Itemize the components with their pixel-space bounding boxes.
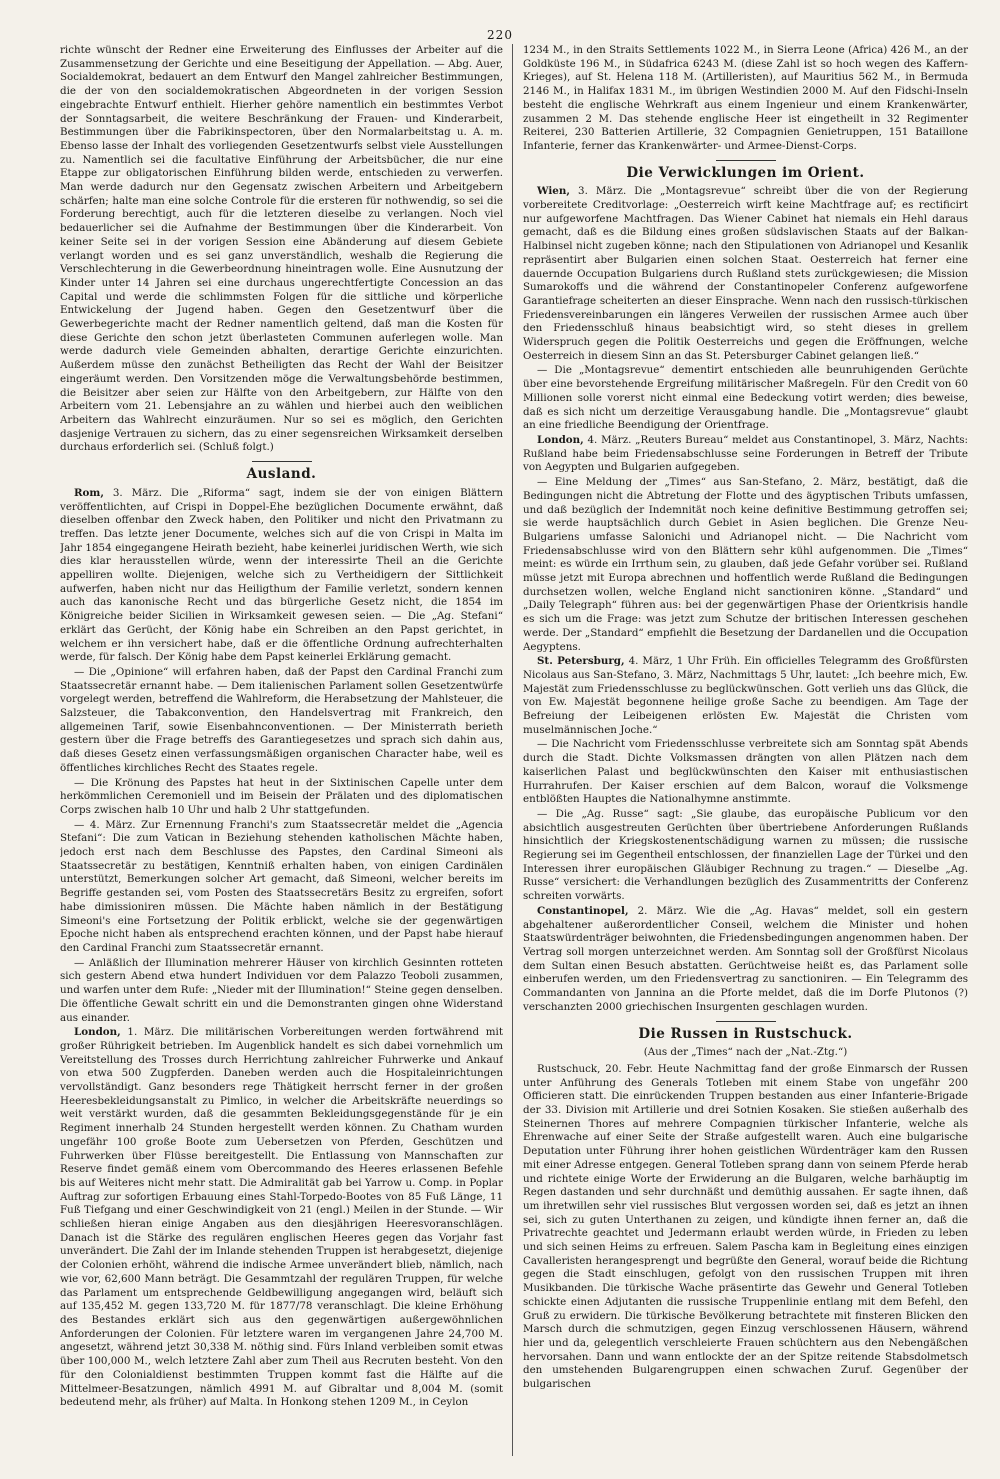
section-divider xyxy=(716,160,776,161)
article-paragraph: richte wünscht der Redner eine Erweiterung des Einflusses der Arbeiter auf die Zusammensetzung der Gerichte und eine Beseitigung der Appellation. — Abg. Auer, Socialdemokrat, bedauert an dem Entwurf den Mangel zahlreicher Bestimmungen, die der von den socialdemokratischen Abgeordneten in der vorigen Session eingebrachte Entwurf enthielt. Hierher gehöre namentlich ein bestimmtes Verbot der Sonntagsarbeit, die weitere Beschränkung der Frauen- und Kinderarbeit, Bestimmungen über die Fabrikinspectoren, über den Normalarbeitstag u. A. m. Ebenso lasse der Inhalt des vorliegenden Gesetzentwurfs selbst viele Ausstellungen zu. Namentlich sei die facultative Einführung der Arbeitsbücher, die nur eine Etappe zur obligatorischen Einführung bilden werde, entschieden zu verwerfen. Man werde dadurch nur den Gegensatz zwischen Arbeitern und Arbeitgebern schärfen; halte man eine solche Controle für die ersteren für nothwendig, so sei die Forderung berechtigt, auch für die letzteren dieselbe zu verlangen. Noch viel bedauerlicher sei die Aufnahme der Bestimmungen über die Kinderarbeit. Von keiner Seite sei in der vorigen Session eine Abänderung auf diesem Gebiete verlangt worden und es sei ganz unverständlich, weshalb die Regierung die Verschlechterung in die Gewerbeordnung hineintragen wolle. Eine Ausnutzung der Kinder unter 14 Jahren sei eine durchaus ungerechtfertigte Concession an das Capital und werde die schlimmsten Folgen für die sittliche und körperliche Entwickelung der Jugend haben. Gegen den Gesetzentwurf über die Gewerbegerichte macht der Redner namentlich geltend, daß man die Kosten für diese Gerichte den schon jetzt überlasteten Communen auferlegen wolle. Man werde dadurch viele Gemeinden abhalten, derartige Gerichte einzurichten. Außerdem müsse den zunächst Betheiligten das Recht der Wahl der Beisitzer eingeräumt werden. Den Vorsitzenden möge die Verwaltungsbehörde bestimmen, die Beisitzer aber seien zur Hälfte von den Arbeitgebern, zur Hälfte von den Arbeitern vom 21. Lebensjahre an zu wählen und hierbei auch den weiblichen Arbeitern das Wahlrecht einzuräumen. Nur so sei es möglich, den Gerichten dasjenige Vertrauen zu sichern, das zu einer segensreichen Wirksamkeit derselben durchaus erforderlich sei. (Schluß folgt.) xyxy=(60,44,503,454)
article-paragraph xyxy=(60,1026,503,1410)
article-paragraph xyxy=(523,185,968,363)
dateline: Rom, xyxy=(74,486,104,499)
paragraph-text: 3. März. Die „Montagsrevue“ schreibt über die von der Regierung vorbereitete Creditvorlage: „Oesterreich wirft keine Machtfrage auf; es rectificirt nur aufgeworfene Machtfragen. Das Wiener Cabinet hat niemals ein Hehl daraus gemacht, daß es die Bildung eines großen südslavischen Staats auf der Balkan-Halbinsel nicht zugeben könne; nach den Stipulationen von Adrianopel und Kesanlik repräsentirt aber Bulgarien einen solchen Staat. Oesterreich hat ferner eine dauernde Occupation Bulgariens durch Rußland stets zurückgewiesen; die Mission Sumarokoffs und die während der Constantinopeler Conferenz aufgeworfene Garantiefrage scheiterten an dieser Einsprache. Wenn nach den russisch-türkischen Friedensvereinbarungen ein längeres Verweilen der russischen Armee auch über den Friedensschluß hinaus beabsichtigt wird, so steht dieses in grellem Widerspruch gegen die Politik Oesterreichs und gegen die Eröffnungen, welche Oesterreich in diesem Sinn an das St. Petersburger Cabinet gelangen ließ.“ xyxy=(523,185,968,362)
article-paragraph: — Die „Opinione“ will erfahren haben, daß der Papst den Cardinal Franchi zum Staatssecretär ernannt habe. — Dem italienischen Parlament sollen Gesetzentwürfe vorgelegt werden, betreffend die Wahlreform, die Herabsetzung der Mahlsteuer, die Salzsteuer, die Tabakconvention, den Handelsvertrag mit Frankreich, den allgemeinen Tarif, sowie Eisenbahnconventionen. — Der Ministerrath berieth gestern über die Frage betreffs des Garantiegesetzes und sprach sich dahin aus, daß dieses Gesetz einen verfassungsmäßigen organischen Character habe, weil es öffentliches kirchliches Recht des Staates regele. xyxy=(60,665,503,774)
article-paragraph xyxy=(60,487,503,665)
paragraph-text: 3. März. Die „Riforma“ sagt, indem sie der von einigen Blättern veröffentlichten, auf Crispi in Doppel-Ehe bezüglichen Documente erwähnt, daß dieselben offenbar den Zweck haben, den Politiker und nicht den Privatmann zu treffen. Das letzte jener Documente, welches sich auf die von Crispi in Malta im Jahr 1854 eingegangene Heirath bezieht, habe keinerlei juridischen Werth, wie sich dies klar herausstellen würde, wenn der interessirte Theil an die Gerichte appelliren wollte. Diejenigen, welche sich zu Vertheidigern der Sittlichkeit aufwerfen, haben nicht nur das Heiligthum der Familie verletzt, sondern kennen auch das kanonische Recht und das bürgerliche Gesetz nicht, die 1854 im Königreiche beider Sicilien in Wirksamkeit gewesen seien. — Die „Ag. Stefani“ erklärt das Gerücht, der König habe ein Schreiben an den Papst gerichtet, in welchem er ihn versichert habe, daß er die öffentliche Ordnung aufrechterhalten werde, für falsch. Der König habe dem Papst keinerlei Erklärung gemacht. xyxy=(60,486,503,664)
article-paragraph: — Die „Ag. Russe“ sagt: „Sie glaube, das europäische Publicum vor den absichtlich ausgestreuten Gerüchten über übertriebene Anforderungen Rußlands hinsichtlich der Kriegskostenentschädigung warnen zu müssen; die russische Regierung sei im Gegentheil entschlossen, der finanziellen Lage der Türkei und den Interessen ihrer europäischen Gläubiger Rechnung zu tragen.“ — Dieselbe „Ag. Russe“ versichert: die Verhandlungen bezüglich des Zusammentritts der Conferenz schreiten vorwärts. xyxy=(523,807,968,903)
article-paragraph xyxy=(523,434,968,475)
section-divider xyxy=(252,461,312,462)
article-paragraph: Rustschuck, 20. Febr. Heute Nachmittag fand der große Einmarsch der Russen unter Anführung des Generals Totleben mit einem Stabe von ungefähr 200 Officieren statt. Die einrückenden Truppen bestanden aus einer Infanterie-Brigade der 33. Division mit Artillerie und drei Sotnien Kosaken. Sie stießen außerhalb des Steinernen Thores auf mehrere Compagnien türkischer Infanterie, welche als Ehrenwache auf einer Seite der Straße aufgestellt waren. Auch eine bulgarische Deputation unter Führung ihrer hohen geistlichen Würdenträger kam den Russen mit einer Adresse entgegen. General Totleben sprang dann von seinem Pferde herab und richtete einige Worte der Erwiderung an die Bulgaren, welche barhäuptig im Regen dastanden und sehr durchnäßt und demüthig aussahen. Er sagte ihnen, daß um ihretwillen sehr viel russisches Blut vergossen worden sei, daß es jetzt an ihnen sei, sich zu guten Unterthanen zu zeigen, und kündigte ihnen ferner an, daß die Privatrechte geachtet und Jedermann erlaubt werden würde, in Frieden zu leben und sich seinen Heims zu erfreuen. Salem Pascha kam in Begleitung eines einzigen Cavalleristen herangesprengt und begrüßte den General, worauf beide die Richtung gegen die Stadt einschlugen, gefolgt von den russischen Truppen mit ihren Musikbanden. Die türkische Wache präsentirte das Gewehr und General Totleben schickte einen Adjutanten die russische Truppenlinie entlang mit dem Befehl, den Gruß zu erwidern. Die türkische Bevölkerung betrachtete mit finsteren Blicken den Marsch durch die schmutzigen, gegen Einzug verschlossenen Häusern, während hier und da, gelegentlich verschleierte Frauen schüchtern aus den Nebengäßchen hervorsahen. Dann und wann entlockte der an der Spitze reitende Stabsdolmetsch den umstehenden Bulgarengruppen einen schwachen Zuruf. Gegenüber der bulgarischen xyxy=(523,1062,968,1391)
article-paragraph: — Anläßlich der Illumination mehrerer Häuser von kirchlich Gesinnten rotteten sich gestern Abend etwa hundert Individuen vor dem Palazzo Teoboli zusammen, und warfen unter dem Rufe: „Nieder mit der Illumination!“ Steine gegen denselben. Die öffentliche Gewalt schritt ein und die Demonstranten gingen ohne Widerstand aus einander. xyxy=(60,956,503,1024)
dateline: Wien, xyxy=(537,185,570,198)
article-paragraph: — Die Krönung des Papstes hat heut in der Sixtinischen Capelle unter dem herkömmlichen Ceremoniell und im Beisein der Prälaten und des diplomatischen Corps zwischen halb 10 Uhr und halb 2 Uhr stattgefunden. xyxy=(60,776,503,816)
dateline: London, xyxy=(74,1026,121,1039)
article-paragraph: — Die „Montagsrevue“ dementirt entschieden alle beunruhigenden Gerüchte über eine bevorstehende Ergreifung militärischer Maßregeln. Für den Credit von 60 Millionen solle vorerst nicht einmal eine Bedeckung votirt werden; dies beweise, daß es sich nicht um derzeitige Verausgabung handle. Die „Montagsrevue“ glaubt an eine friedliche Beendigung der Orientfrage. xyxy=(523,364,968,432)
article-paragraph: — Eine Meldung der „Times“ aus San-Stefano, 2. März, bestätigt, daß die Bedingungen nicht die Abtretung der Flotte und des ägyptischen Tributs umfassen, und daß bezüglich der Indemnität noch keine definitive Bestimmung getroffen sei; sie werde hauptsächlich durch Gebiet in Asien beglichen. Die Grenze Neu-Bulgariens umfasse Salonichi und Adrianopel nicht. — Die Nachricht vom Friedensabschlusse wird von den Blättern sehr kühl aufgenommen. Die „Times“ meint: es würde ein Irrthum sein, zu glauben, daß jede Gefahr vorüber sei. Rußland müsse jetzt mit Europa abrechnen und hoffentlich werde Rußland die Bedingungen durchsetzen wollen, welche England nicht sanctioniren könne. „Standard“ und „Daily Telegraph“ führen aus: bei der gegenwärtigen Phase der Orientkrisis handle es sich um die Frage: was jetzt zum Schutze der britischen Interessen geschehen werde. Der „Standard“ empfiehlt die Besetzung der Dardanellen und die Occupation Aegyptens. xyxy=(523,476,968,653)
dateline: Constantinopel, xyxy=(537,904,629,917)
column-rule xyxy=(512,44,513,1456)
section-heading-orient: Die Verwicklungen im Orient. xyxy=(626,164,865,181)
section-heading-russen: Die Russen in Rustschuck. xyxy=(638,1025,853,1042)
page-number: 220 xyxy=(487,28,513,42)
section-divider xyxy=(716,1021,776,1022)
paragraph-text: 1. März. Die militärischen Vorbereitungen werden fortwährend mit großer Rührigkeit betrieben. Im Augenblick handelt es sich dabei vornehmlich um Vereitstellung des Trosses durch Herrichtung zahlreicher Fuhrwerke und Ankauf von etwa 500 Zugpferden. Daneben werden auch die Hospitaleinrichtungen vervollständigt. Ganz besonders rege Thätigkeit herrscht ferner in der großen Heeresbekleidungsanstalt zu Pimlico, in welcher die Arbeitskräfte neuerdings so weit verstärkt wurden, daß die gesammten Bekleidungsgegenstände für je ein Regiment innerhalb 24 Stunden hergestellt werden können. Zu Chatham wurden ungefähr 100 große Boote zum Uebersetzen von Pferden, Geschützen und Fuhrwerken über Flüsse bereitgestellt. Die Entlassung von Mannschaften zur Reserve findet gemäß einem vom Obercommando des Heeres erlassenen Befehle bis auf Weiteres nicht mehr statt. Die Admiralität gab bei Yarrow u. Comp. in Poplar Auftrag zur sofortigen Erbauung eines Stahl-Torpedo-Bootes von 85 Fuß Länge, 11 Fuß Tiefgang und einer Geschwindigkeit von 21 (engl.) Meilen in der Stunde. — Wir schließen hieran einige Angaben aus den diesjährigen Heeresvoranschlägen. Danach ist die Stärke des regulären englischen Heeres gegen das Vorjahr fast unverändert. Die Zahl der im Inlande stehenden Truppen ist herabgesetzt, diejenige der Colonien erhöht, während die indische Armee unverändert blieb, nämlich, nach wie vor, 62,600 Mann beträgt. Die Gesammtzahl der regulären Truppen, für welche das Parlament um entsprechende Geldbewilligung angegangen wird, beläuft sich auf 135,452 M. gegen 133,720 M. für 1877/78 veranschlagt. Die kleine Erhöhung des Bestandes erklärt sich aus den gegenwärtigen außergewöhnlichen Anforderungen der Colonien. Für letztere waren im vergangenen Jahre 24,700 M. angesetzt, während jetzt 30,338 M. nöthig sind. Fürs Inland verbleiben somit etwas über 100,000 M., welch letztere Zahl aber zum Theil aus Recruten besteht. Von den für den Colonialdienst bestimmten Truppen kommt fast die Hälfte auf die Mittelmeer-Besatzungen, nämlich 4991 M. auf Gibraltar und 8,004 M. (somit bedeutend mehr, als früher) auf Malta. In Honkong stehen 1209 M., in Ceylon xyxy=(60,1026,503,1409)
article-paragraph xyxy=(523,905,968,1015)
paragraph-text: 2. März. Wie die „Ag. Havas“ meldet, soll ein gestern abgehaltener außerordentlicher Conseil, welchem die Minister und hohen Staatswürdenträger beiwohnten, die Friedensbedingungen angenommen haben. Der Vertrag soll morgen unterzeichnet werden. Am Sonntag soll der Großfürst Nicolaus dem Sultan einen Besuch abstatten. Gerüchtweise heißt es, das Parlament solle einberufen werden, um den Friedensvertrag zu sanctioniren. — Ein Telegramm des Commandanten von Jannina an die Pforte meldet, daß die im Dorfe Plutonos (?) verschanzten 2000 griechischen Insurgenten geschlagen wurden. xyxy=(523,904,968,1013)
article-paragraph: 1234 M., in den Straits Settlements 1022 M., in Sierra Leone (Africa) 426 M., an der Goldküste 196 M., in Südafrica 6243 M. (diese Zahl ist so hoch wegen des Kaffern-Krieges), auf St. Helena 118 M. (Artilleristen), auf Mauritius 562 M., in Bermuda 2146 M., in Halifax 1831 M., im übrigen Westindien 2000 M. Auf den Fidschi-Inseln besteht die englische Wehrkraft aus einem Ingenieur und einem Krankenwärter, zusammen 2 M. Das stehende englische Heer ist eingetheilt in 32 Regimenter Reiterei, 230 Batterien Artillerie, 32 Compagnien Genietruppen, 151 Bataillone Infanterie, ferner das Krankenwärter- und Armee-Dienst-Corps. xyxy=(523,44,968,152)
left-column xyxy=(60,44,503,1456)
dateline: London, xyxy=(537,433,584,446)
section-subheading: (Aus der „Times“ nach der „Nat.-Ztg.“) xyxy=(643,1046,848,1059)
paragraph-text: 4. März, 1 Uhr Früh. Ein officielles Telegramm des Großfürsten Nicolaus aus San-Stefano, 3. März, Nachmittags 5 Uhr, lautet: „Ich beehre mich, Ew. Majestät zum Friedensschlusse zu beglückwünschen. Gott verlieh uns das Glück, die von Ew. Majestät begonnene heilige große Sache zu beendigen. Am Tage der Befreiung der Leibeigenen erlösten Ew. Majestät die Christen vom muselmännischen Joche.“ xyxy=(523,655,968,736)
article-paragraph xyxy=(523,655,968,737)
article-paragraph: — 4. März. Zur Ernennung Franchi's zum Staatssecretär meldet die „Agencia Stefani“: Die zum Vatican in Beziehung stehenden katholischen Mächte haben, jedoch erst nach dem Beschlusse des Papstes, den Cardinal Simeoni als Staatssecretär zu bestätigen, Kenntniß erhalten haben, von einigen Cardinälen unterstützt, Bemerkungen solcher Art gemacht, daß Simeoni, welcher bereits im Begriffe gestanden sei, vom Posten des Staatssecretärs Besitz zu ergreifen, sofort habe dimissioniren müssen. Die Mächte haben nämlich in der Bestätigung Simeoni's eine Fortsetzung der Politik erblickt, welche sie der gegenwärtigen Epoche nicht haben als entsprechend erachten können, und der Papst habe hierauf den Cardinal Franchi zum Staatssecretär ernannt. xyxy=(60,818,503,954)
article-paragraph: — Die Nachricht vom Friedensschlusse verbreitete sich am Sonntag spät Abends durch die Stadt. Dichte Volksmassen drängten von allen Plätzen nach dem kaiserlichen Palast und beglückwünschten den Kaiser mit enthusiastischen Hurrahrufen. Der Kaiser erschien auf dem Balcon, worauf die Volksmenge entblößten Hauptes die Nationalhymne anstimmte. xyxy=(523,738,968,806)
dateline: St. Petersburg, xyxy=(537,655,625,668)
paragraph-text: 4. März. „Reuters Bureau“ meldet aus Constantinopel, 3. März, Nachts: Rußland habe beim Friedensabschlusse seine Forderungen in Betreff der Tribute von Aegypten und Bulgarien aufgegeben. xyxy=(523,433,968,474)
section-heading-ausland: Ausland. xyxy=(246,466,317,483)
right-column xyxy=(523,44,968,1456)
